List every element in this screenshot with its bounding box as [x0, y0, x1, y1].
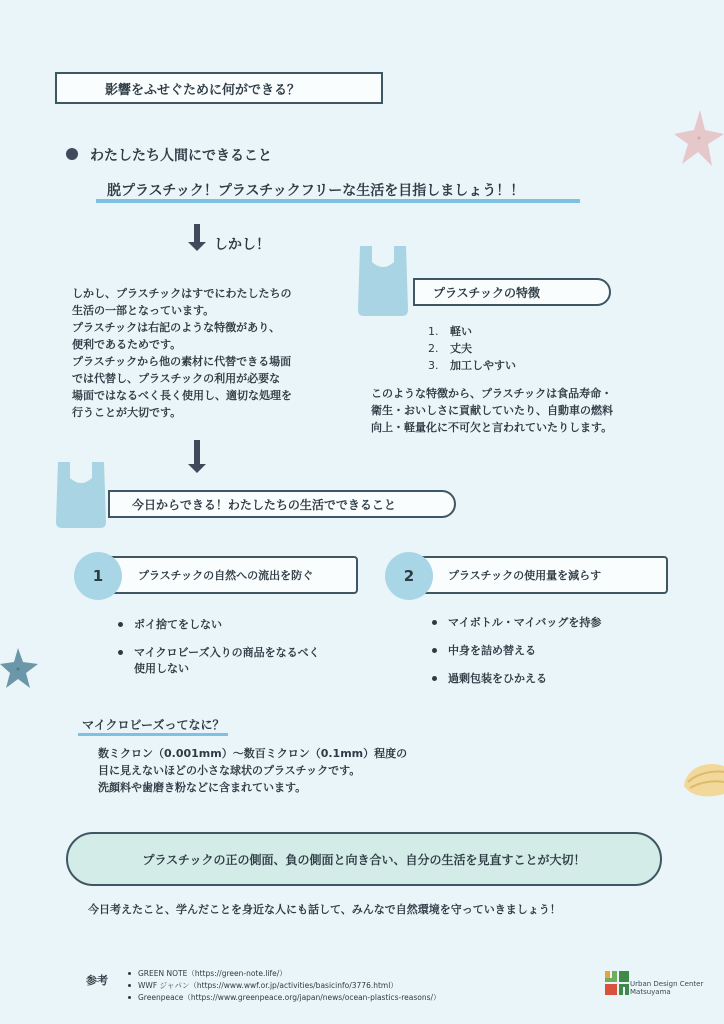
starfish-teal-icon [0, 646, 40, 690]
conclusion-text: プラスチックの正の側面、負の側面と向き合い、自分の生活を見直すことが大切！ [142, 852, 586, 867]
plastic-bag-icon [54, 460, 108, 530]
slogan-text: 脱プラスチック！プラスチックフリーな生活を目指しましょう！！ [107, 183, 525, 199]
list-item: ポイ捨てをしない [116, 617, 356, 633]
features-title-box [413, 278, 611, 306]
action1-list [116, 617, 356, 689]
microbeads-paragraph: 数ミクロン（0.001mm）～数百ミクロン（0.1mm）程度の 目に見えないほどの小さな球状のプラスチックです。 洗顔料や歯磨き粉などに含まれています。 [98, 747, 408, 794]
microbeads-underline [78, 733, 228, 736]
section-bullet-dot [66, 148, 78, 160]
reference-item: Greenpeace（https://www.greenpeace.org/japan/news/ocean-plastics-reasons/） [128, 992, 441, 1004]
feature-item: 2. 丈夫 [428, 342, 472, 355]
header-question: 影響をふせぐために何ができる？ [105, 82, 301, 98]
list-item: 中身を詰め替える [430, 643, 670, 659]
udcm-logo-icon [604, 970, 630, 996]
action2-number: 2 [385, 552, 433, 600]
features-list [428, 323, 516, 374]
today-title: 今日からできる！わたしたちの生活でできること [132, 497, 396, 512]
header-question-box [55, 72, 383, 104]
action2-title-box [410, 556, 668, 594]
action1-title-box [100, 556, 358, 594]
references-label: 参考 [86, 974, 108, 987]
conclusion-box [66, 832, 662, 886]
action2-title: プラスチックの使用量を減らす [448, 569, 602, 582]
microbeads-title: マイクロビーズってなに？ [82, 718, 225, 732]
features-title: プラスチックの特徴 [433, 285, 541, 300]
feature-item: 3. 加工しやすい [428, 359, 516, 372]
references-list [128, 968, 441, 1004]
logo-text: Urban Design Center Matsuyama [630, 980, 704, 996]
down-arrow-icon [190, 224, 204, 251]
features-paragraph: このような特徴から、プラスチックは食品寿命・ 衛生・おいしさに貢献していたり、自動車の燃料 向上・軽量化に不可欠と言われていたりします。 [371, 387, 613, 434]
slogan-underline [96, 199, 580, 203]
list-item: マイクロビーズ入りの商品をなるべく 使用しない [116, 645, 356, 677]
shell-icon [682, 760, 724, 800]
list-item: マイボトル・マイバッグを持参 [430, 615, 670, 631]
section1-title: わたしたち人間にできること [90, 148, 272, 164]
closing-text: 今日考えたこと、学んだことを身近な人にも話して、みんなで自然環境を守っていきましょう！ [88, 903, 561, 916]
reference-item: GREEN NOTE（https://green-note.life/） [128, 968, 441, 980]
action2-list [430, 615, 670, 699]
today-title-box [108, 490, 456, 518]
intro-paragraph: しかし、プラスチックはすでにわたしたちの 生活の一部となっています。 プラスチックは右記のような特徴があり、 便利であるためです。 プラスチックから他の素材に代替できる場面 では代替し、プラスチックの利用が必要な 場面ではなるべく長く使用し、適切な処理を 行うことが大切です。 [72, 287, 292, 419]
but-label: しかし！ [214, 237, 270, 253]
down-arrow-icon [190, 440, 204, 473]
list-item: 過剰包装をひかえる [430, 671, 670, 687]
action1-number: 1 [74, 552, 122, 600]
plastic-bag-icon [356, 244, 410, 318]
action1-title: プラスチックの自然への流出を防ぐ [138, 569, 314, 582]
feature-item: 1. 軽い [428, 325, 472, 338]
reference-item: WWF ジャパン（https://www.wwf.or.jp/activities/basicinfo/3776.html） [128, 980, 441, 992]
starfish-pink-icon [672, 108, 724, 170]
